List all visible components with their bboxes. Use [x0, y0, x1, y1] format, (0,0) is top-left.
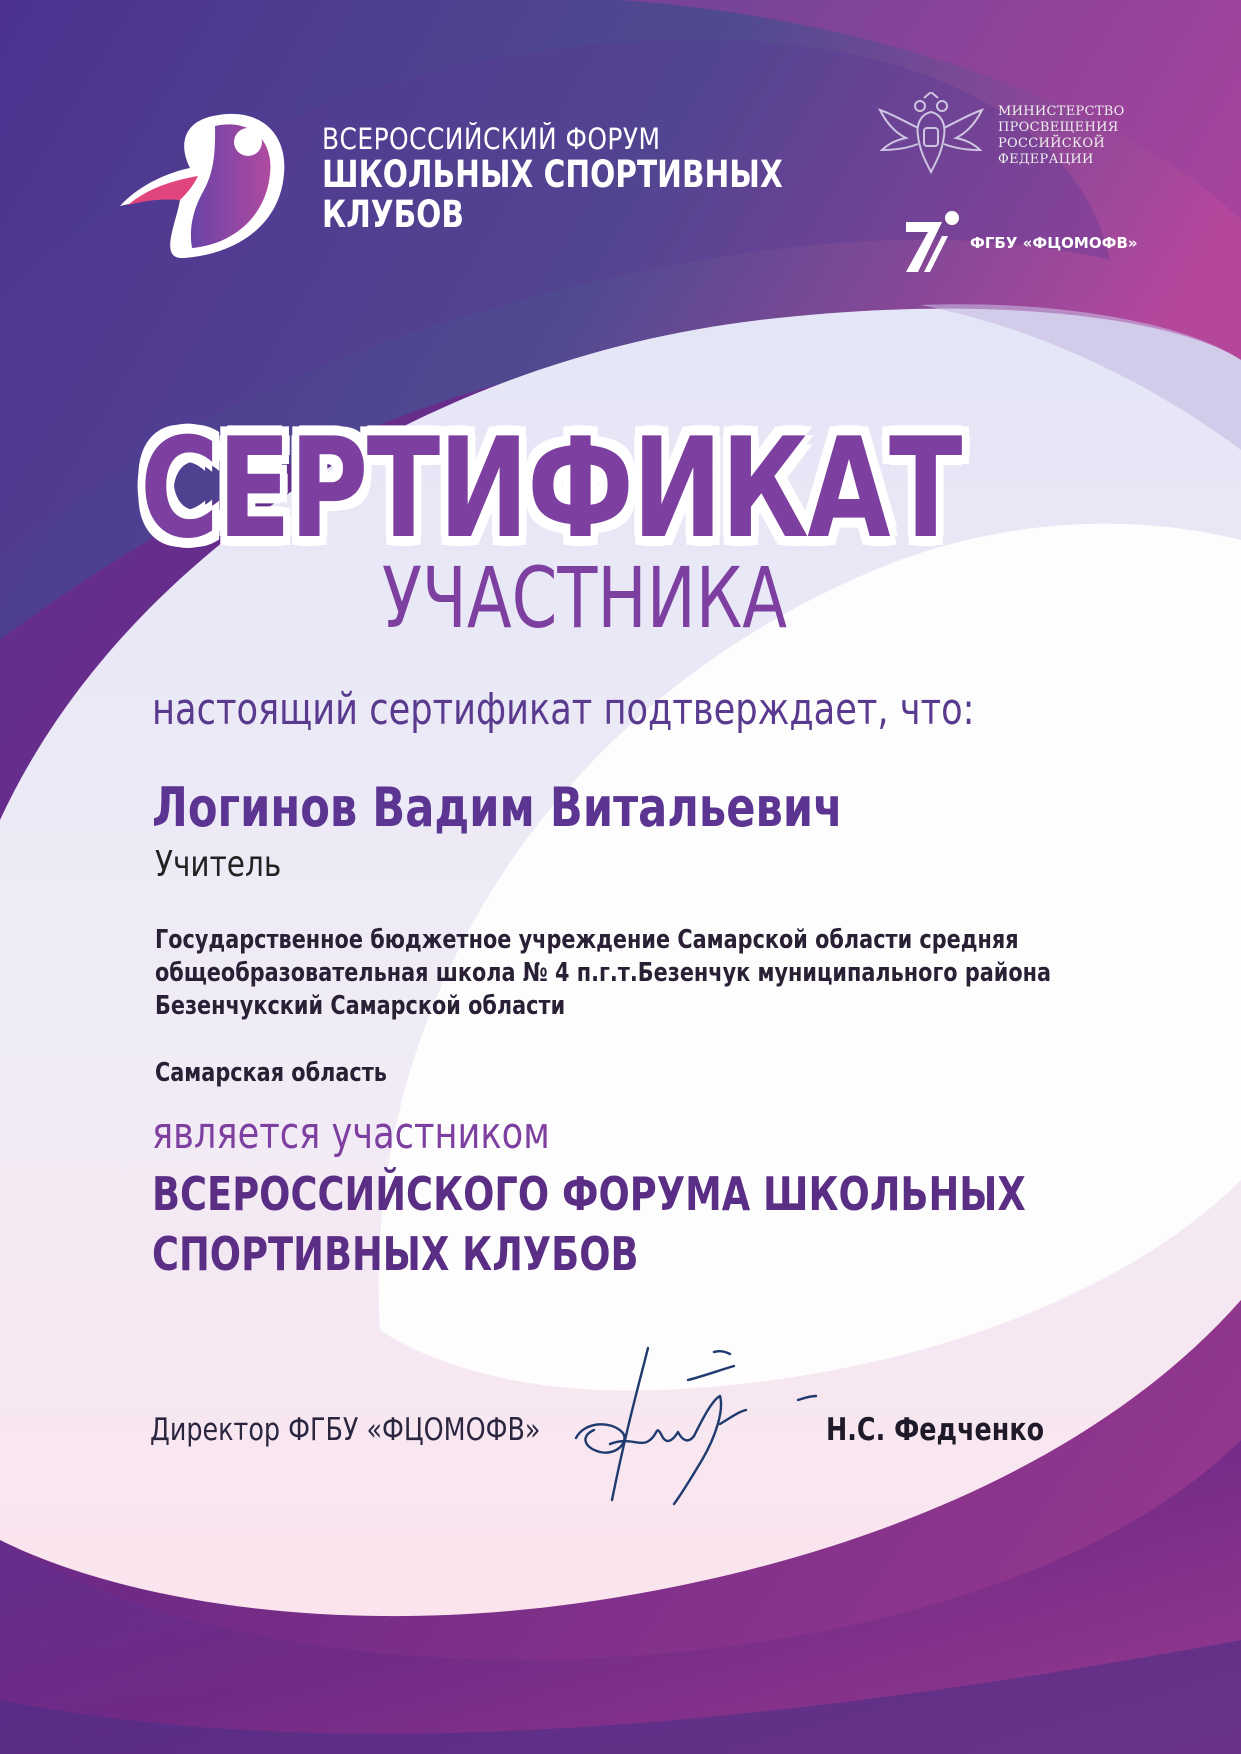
forum-name-line: ВСЕРОССИЙСКОГО ФОРУМА ШКОЛЬНЫХ: [152, 1167, 1026, 1221]
fgbu-7-logo-icon: [902, 208, 962, 278]
organization-line: Безенчукский Самарской области: [155, 991, 566, 1021]
organization-line: общеобразовательная школа № 4 п.г.т.Безенчук муниципального района: [155, 958, 1052, 988]
forum-name: [152, 1164, 1026, 1284]
organization: [155, 924, 1051, 1023]
participant-role: Учитель: [155, 844, 282, 885]
fgbu-name: ФГБУ «ФЦОМОФВ»: [970, 234, 1138, 252]
handwritten-signature-icon: [570, 1340, 840, 1510]
confirm-text: настоящий сертификат подтверждает, что:: [152, 684, 975, 735]
forum-name-line: СПОРТИВНЫХ КЛУБОВ: [152, 1227, 639, 1281]
organization-line: Государственное бюджетное учреждение Самарской области средняя: [155, 925, 1019, 955]
region: Самарская область: [155, 1058, 387, 1088]
forum-athlete-logo-icon: [118, 104, 298, 262]
forum-logo-line2: ШКОЛЬНЫХ СПОРТИВНЫХ: [322, 153, 783, 197]
certificate-subtitle: УЧАСТНИКА: [382, 549, 788, 647]
director-title: Директор ФГБУ «ФЦОМОФВ»: [150, 1412, 541, 1448]
forum-logo-text: [322, 124, 898, 235]
forum-logo-line1: ВСЕРОССИЙСКИЙ ФОРУМ: [322, 122, 661, 156]
participant-name: Логинов Вадим Витальевич: [152, 776, 843, 839]
double-headed-eagle-emblem-icon: [876, 92, 986, 180]
forum-logo-line3: КЛУБОВ: [322, 193, 464, 237]
is-participant-text: является участником: [152, 1108, 550, 1159]
ministry-name: МИНИСТЕРСТВО ПРОСВЕЩЕНИЯ РОССИЙСКОЙ ФЕДЕРАЦИИ: [998, 104, 1125, 167]
certificate-title: СЕРТИФИКАТ: [140, 408, 961, 569]
signer-name: Н.С. Федченко: [826, 1412, 1045, 1448]
